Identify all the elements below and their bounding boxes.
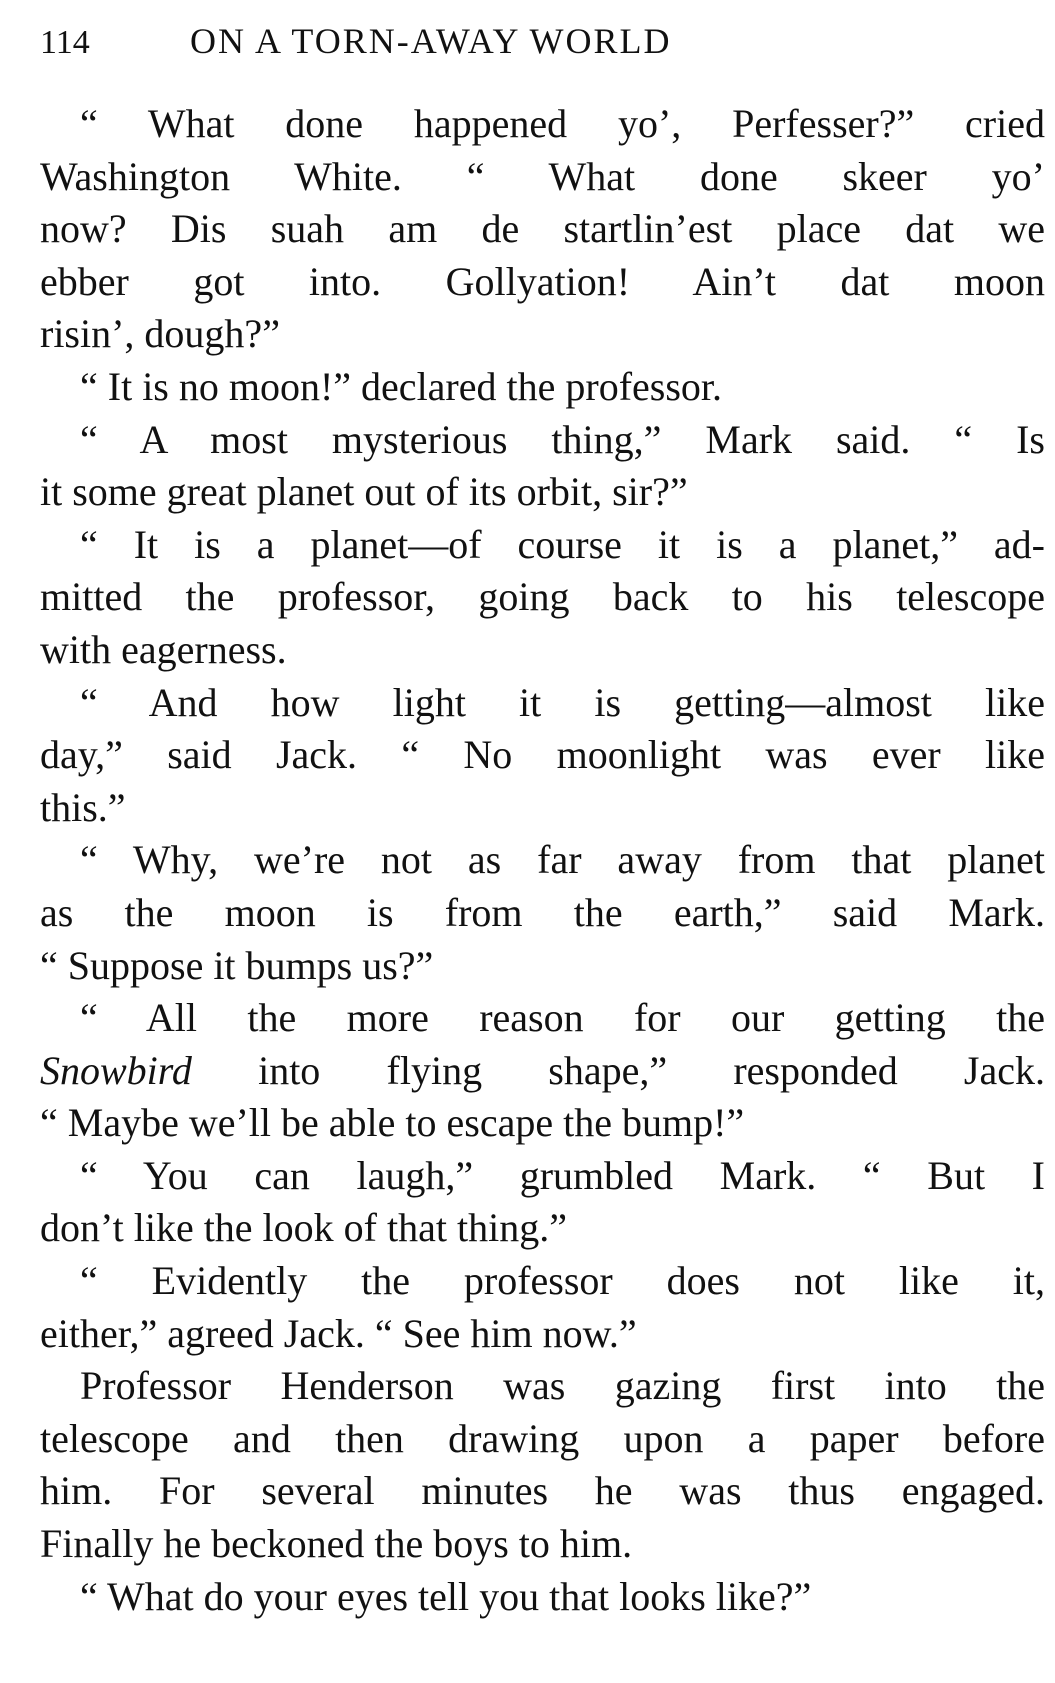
- text-line: with eagerness.: [40, 626, 287, 672]
- text-line: “ What done happened yo’, Perfesser?” cried: [80, 101, 1045, 146]
- running-title: ON A TORN-AWAY WORLD: [190, 21, 672, 61]
- text-line: “ All the more reason for our getting the: [80, 995, 1045, 1041]
- text-line: “ You can laugh,” grumbled Mark. “ But I: [80, 1152, 1045, 1198]
- text-line: either,” agreed Jack. “ See him now.”: [40, 1310, 637, 1356]
- book-page: [40, 20, 1045, 1623]
- text-line: “ Why, we’re not as far away from that planet: [80, 837, 1045, 883]
- text-line: Snowbird into flying shape,” responded Jack.: [40, 1047, 1045, 1093]
- text-line: “ A most mysterious thing,” Mark said. “ Is: [80, 416, 1045, 462]
- text-line: “ Maybe we’ll be able to escape the bump!”: [40, 1100, 745, 1146]
- page-number: 114: [40, 24, 90, 61]
- text-line: “ Evidently the professor does not like it,: [80, 1258, 1045, 1304]
- text-line: “ It is no moon!” declared the professor.: [80, 363, 723, 409]
- text-line: it some great planet out of its orbit, sir?”: [40, 469, 688, 515]
- text-line: Professor Henderson was gazing first into the: [80, 1363, 1045, 1409]
- text-line: “ It is a planet—of course it is a planet,” ad-: [80, 521, 1045, 567]
- text-line: “ What do your eyes tell you that looks like?”: [80, 1573, 812, 1619]
- text-line: Finally he beckoned the boys to him.: [40, 1521, 633, 1567]
- body-text: [40, 98, 1045, 1623]
- text-line: ebber got into. Gollyation! Ain’t dat moon: [40, 258, 1045, 304]
- running-header: [40, 20, 1045, 70]
- text-line: day,” said Jack. “ No moonlight was ever like: [40, 732, 1045, 778]
- text-line: risin’, dough?”: [40, 311, 280, 357]
- text-line: mitted the professor, going back to his telescope: [40, 574, 1045, 620]
- text-line: don’t like the look of that thing.”: [40, 1205, 567, 1251]
- text-line: now? Dis suah am de startlin’est place dat we: [40, 206, 1045, 252]
- text-line: Washington White. “ What done skeer yo’: [40, 153, 1045, 199]
- text-line: “ And how light it is getting—almost like: [80, 679, 1045, 725]
- text-line: as the moon is from the earth,” said Mark.: [40, 889, 1045, 935]
- italic-ship-name: Snowbird: [40, 1047, 192, 1093]
- text-line: telescope and then drawing upon a paper before: [40, 1415, 1045, 1461]
- text-line: this.”: [40, 784, 126, 830]
- text-line: “ Suppose it bumps us?”: [40, 942, 434, 988]
- text-line: him. For several minutes he was thus engaged.: [40, 1468, 1045, 1514]
